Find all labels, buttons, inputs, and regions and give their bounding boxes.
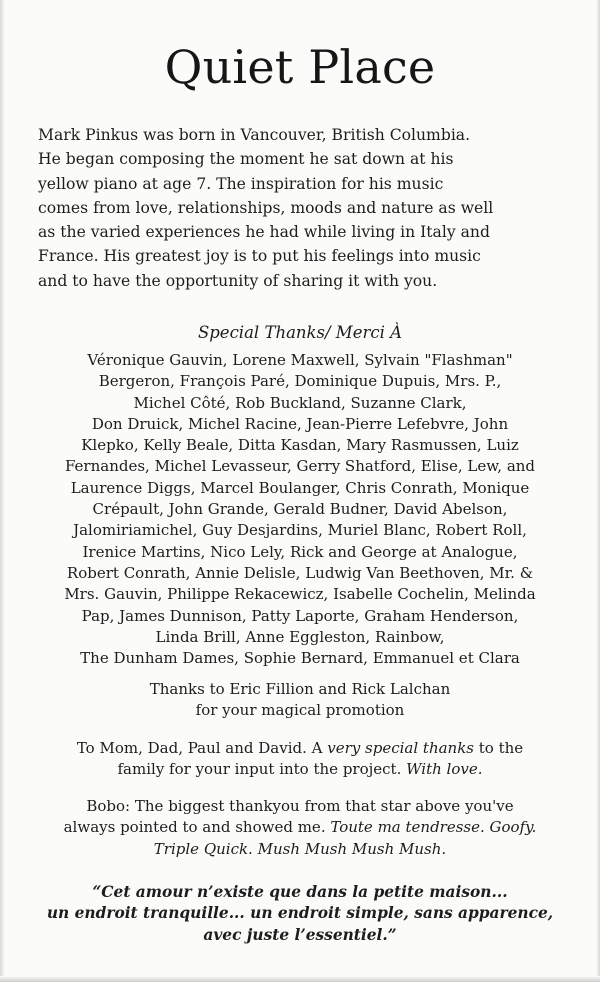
bio-line: comes from love, relationships, moods and nature as well [38, 198, 494, 217]
bobo-line-2 [0, 817, 600, 838]
closing-quote [0, 882, 600, 946]
family-emphasis: With love. [406, 760, 483, 779]
family-text: To Mom, Dad, Paul and David. A [76, 739, 328, 757]
thanks-line: The Dunham Dames, Sophie Bernard, Emmanuel et Clara [80, 649, 520, 668]
bobo-line-1: Bobo: The biggest thankyou from that star above you've [86, 797, 514, 815]
thanks-line: Michel Côté, Rob Buckland, Suzanne Clark, [133, 393, 467, 412]
bobo-text: always pointed to and showed me. [63, 818, 331, 837]
thanks-line: Mrs. Gauvin, Philippe Rekacewicz, Isabelle Cochelin, Melinda [64, 585, 536, 604]
thanks-heading: Special Thanks/ Merci À [197, 323, 403, 342]
thanks-line: Don Druick, Michel Racine, Jean-Pierre Lefebvre, John [91, 414, 509, 433]
bio-line: and to have the opportunity of sharing it with you. [38, 271, 438, 290]
bio-line: as the varied experiences he had while living in Italy and [38, 223, 490, 242]
quote-line: un endroit tranquille... un endroit simple, sans apparence, [46, 904, 554, 923]
thanks-line: Crépault, John Grande, Gerald Budner, David Abelson, [92, 500, 508, 519]
bio-paragraph [38, 123, 565, 293]
family-text: family for your input into the project. [117, 760, 407, 779]
thanks-line: Bergeron, François Paré, Dominique Dupuis, Mrs. P., [98, 372, 502, 391]
bobo-emphasis: Toute ma tendresse. Goofy. [330, 818, 537, 837]
quote-line: avec juste l’essentiel.” [203, 925, 397, 944]
thanks-line: Laurence Diggs, Marcel Boulanger, Chris Conrath, Monique [70, 478, 530, 497]
promotion-thanks [0, 679, 600, 722]
thanks-list [0, 350, 600, 669]
thanks-line: Jalomiriamichel, Guy Desjardins, Muriel Blanc, Robert Roll, [73, 521, 527, 540]
family-text: to the [474, 739, 524, 757]
thanks-line: Pap, James Dunnison, Patty Laporte, Graham Henderson, [81, 606, 519, 625]
thanks-line: Linda Brill, Anne Eggleston, Rainbow, [155, 627, 445, 646]
bio-line: He began composing the moment he sat down at his [38, 150, 454, 169]
bio-line: France. His greatest joy is to put his feelings into music [38, 247, 481, 266]
family-thanks [0, 738, 600, 781]
card-edge-bottom [0, 976, 600, 982]
thanks-line: Klepko, Kelly Beale, Ditta Kasdan, Mary Rasmussen, Luiz [81, 436, 519, 455]
page-title: Quiet Place [164, 40, 436, 94]
bio-line: Mark Pinkus was born in Vancouver, British Columbia. [38, 126, 471, 144]
family-emphasis: very special thanks [327, 739, 474, 757]
thanks-line: Robert Conrath, Annie Delisle, Ludwig Van Beethoven, Mr. & [66, 563, 534, 582]
thanks-line: Irenice Martins, Nico Lely, Rick and George at Analogue, [82, 542, 518, 561]
thanks-line: Fernandes, Michel Levasseur, Gerry Shatford, Elise, Lew, and [64, 457, 536, 476]
thanks-line: Véronique Gauvin, Lorene Maxwell, Sylvain "Flashman" [87, 351, 513, 369]
promo-line: Thanks to Eric Fillion and Rick Lalchan [149, 680, 451, 698]
bobo-dedication [0, 796, 600, 860]
quote-line: “Cet amour n’existe que dans la petite maison... [92, 883, 508, 901]
family-line-2 [0, 759, 600, 780]
bio-line: yellow piano at age 7. The inspiration for his music [38, 174, 444, 193]
promo-line: for your magical promotion [195, 701, 405, 720]
bobo-line-3: Triple Quick. Mush Mush Mush Mush. [153, 839, 447, 858]
family-line-1 [0, 738, 600, 759]
